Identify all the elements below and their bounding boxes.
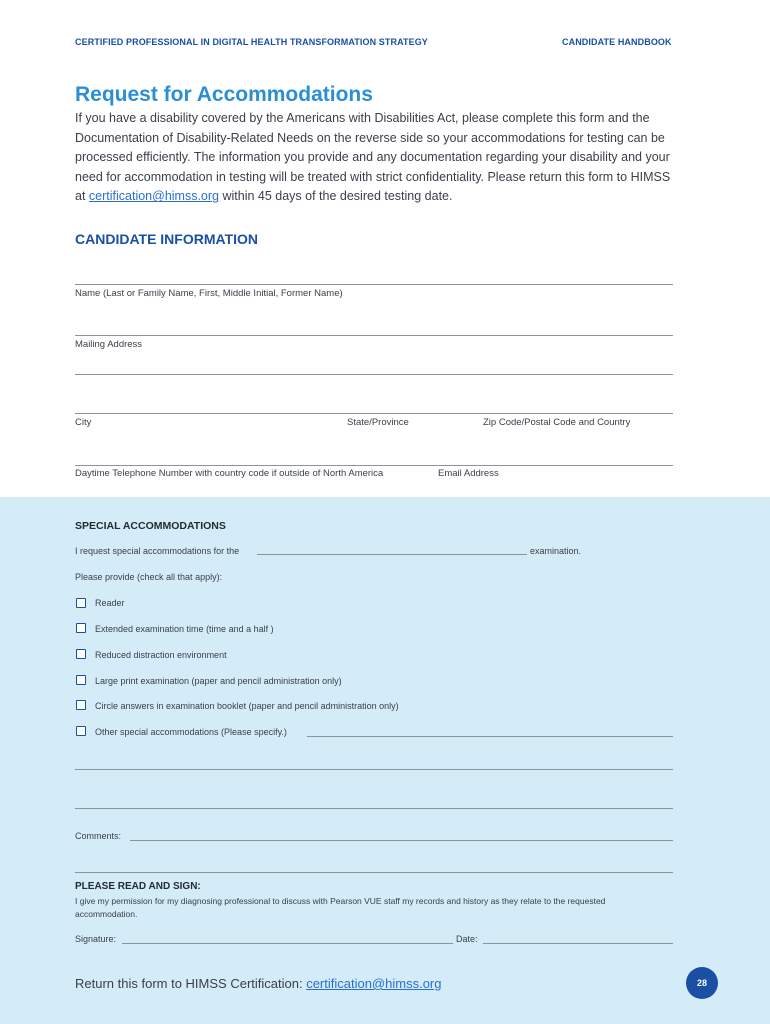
checkbox-large-print[interactable]	[76, 675, 86, 685]
email-label: Email Address	[438, 468, 499, 479]
request-suffix: examination.	[530, 546, 582, 556]
footer-return-note	[75, 976, 441, 991]
signature-field[interactable]	[122, 943, 453, 944]
comments-field[interactable]	[130, 840, 673, 841]
option-reduced-distraction: Reduced distraction environment	[95, 650, 227, 660]
intro-email-link[interactable]: certification@himss.org	[88, 189, 219, 204]
checkbox-other[interactable]	[76, 726, 86, 736]
other-specify-field-2[interactable]	[75, 769, 673, 770]
city-state-zip-field[interactable]	[75, 413, 673, 414]
page-number-badge: 28	[686, 967, 718, 999]
examination-name-field[interactable]	[257, 554, 527, 555]
phone-label: Daytime Telephone Number with country code if outside of North America	[75, 468, 384, 479]
footer-email-link[interactable]: certification@himss.org	[306, 976, 442, 991]
phone-email-field[interactable]	[75, 465, 673, 466]
checkbox-circle-answers[interactable]	[76, 700, 86, 710]
running-header-right: CANDIDATE HANDBOOK	[562, 37, 672, 47]
mailing-address-field[interactable]	[75, 335, 673, 336]
checkbox-reduced-distraction[interactable]	[76, 649, 86, 659]
date-label: Date:	[456, 934, 478, 944]
sign-heading: PLEASE READ AND SIGN:	[75, 881, 201, 892]
date-field[interactable]	[483, 943, 673, 944]
request-prefix: I request special accommodations for the	[75, 546, 240, 556]
intro-suffix: within 45 days of the desired testing date.	[219, 189, 453, 204]
option-reader: Reader	[95, 598, 125, 608]
city-label: City	[75, 417, 92, 428]
running-header-left: CERTIFIED PROFESSIONAL IN DIGITAL HEALTH TRANSFORMATION STRATEGY	[75, 37, 428, 47]
provide-instructions: Please provide (check all that apply):	[75, 572, 223, 582]
signature-label: Signature:	[75, 934, 117, 944]
option-other: Other special accommodations (Please specify.)	[95, 727, 287, 737]
page-title: Request for Accommodations	[75, 83, 373, 106]
state-label: State/Province	[347, 417, 409, 428]
mailing-address-field-2[interactable]	[75, 374, 673, 375]
comments-label: Comments:	[75, 831, 122, 841]
footer-text: Return this form to HIMSS Certification:	[75, 976, 307, 991]
mailing-address-label: Mailing Address	[75, 339, 143, 350]
name-field[interactable]	[75, 284, 673, 285]
candidate-information-heading: CANDIDATE INFORMATION	[75, 231, 259, 247]
option-extended-time: Extended examination time (time and a half )	[95, 624, 274, 634]
name-label: Name (Last or Family Name, First, Middle Initial, Former Name)	[75, 288, 343, 299]
option-large-print: Large print examination (paper and pencil administration only)	[95, 676, 342, 686]
special-accommodations-heading: SPECIAL ACCOMMODATIONS	[75, 520, 226, 532]
other-specify-field[interactable]	[307, 736, 673, 737]
intro-paragraph	[75, 109, 675, 207]
checkbox-extended-time[interactable]	[76, 623, 86, 633]
comments-field-2[interactable]	[75, 872, 673, 873]
other-specify-field-3[interactable]	[75, 808, 673, 809]
zip-label: Zip Code/Postal Code and Country	[483, 417, 631, 428]
permission-text: I give my permission for my diagnosing professional to discuss with Pearson VUE staff my records and history as they relate to the requested accommodation.	[75, 896, 606, 919]
intro-text: If you have a disability covered by the Americans with Disabilities Act, please complete this form and the Documentation of Disability-Related Needs on the reverse side so your accommodations for testing can be processed efficiently. The information you provide and any documentation regarding your disability and your need for accommodation in testing will be treated with strict confidentiality. Please return this form to HIMSS at	[75, 111, 671, 204]
option-circle-answers: Circle answers in examination booklet (paper and pencil administration only)	[95, 701, 399, 711]
checkbox-reader[interactable]	[76, 598, 86, 608]
